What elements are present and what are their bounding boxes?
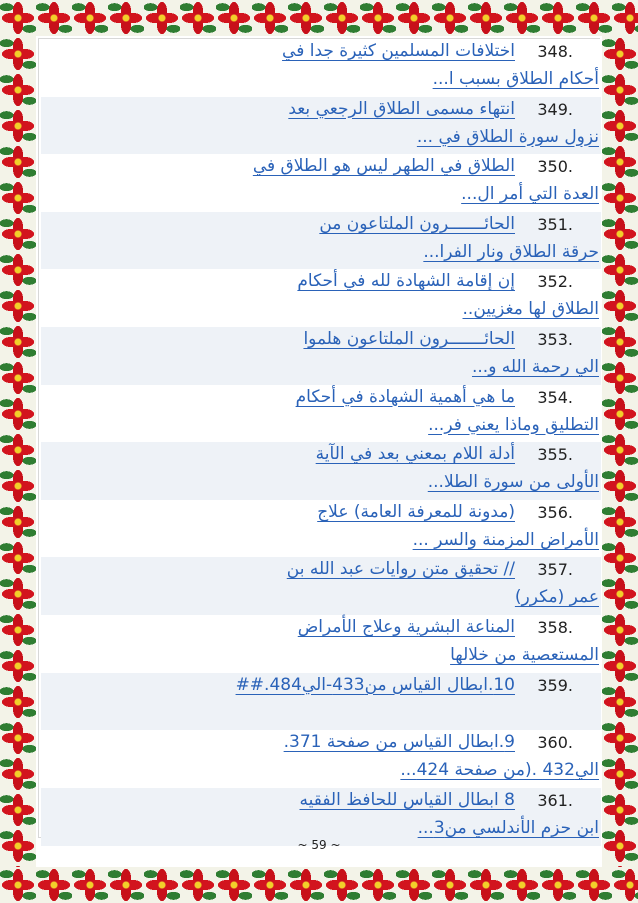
- item-number: 351.: [537, 214, 573, 234]
- item-number: 355.: [537, 445, 573, 465]
- list-item: [41, 212, 601, 270]
- item-number: 360.: [537, 733, 573, 753]
- list-item: [41, 39, 601, 97]
- list-item: [41, 557, 601, 615]
- item-number: 350.: [537, 157, 573, 177]
- list-item: [41, 615, 601, 673]
- item-link-line1[interactable]: ما هي أهمية الشهادة في أحكام: [295, 386, 515, 407]
- item-link-line2[interactable]: الأولى من سورة الطلا...: [427, 472, 599, 493]
- item-link-line2[interactable]: نزول سورة الطلاق في ...: [416, 126, 599, 147]
- page-number: ~ 59 ~: [297, 838, 341, 852]
- page-content: [38, 38, 600, 838]
- item-link-line1[interactable]: 8 ابطال القياس للحافظ الفقيه: [299, 789, 515, 810]
- item-number: 354.: [537, 387, 573, 407]
- list-item: [41, 730, 601, 788]
- item-link-line1[interactable]: // تحقيق متن روايات عبد الله بن: [286, 559, 515, 580]
- item-number: 349.: [537, 99, 573, 119]
- item-link-line1[interactable]: المناعة البشرية وعلاج الأمراض: [297, 617, 515, 637]
- item-link-line2[interactable]: ابن حزم الأندلسي من3...: [417, 817, 599, 838]
- item-link-line1[interactable]: 9.ابطال القياس من صفحة 371.: [283, 732, 515, 753]
- item-link-line2[interactable]: العدة التي أمر ال...: [461, 184, 599, 205]
- item-link-line1[interactable]: (مدونة للمعرفة العامة) علاج: [317, 501, 515, 522]
- item-link-line2[interactable]: الأمراض المزمنة والسر ...: [412, 529, 599, 550]
- item-number: 357.: [537, 560, 573, 580]
- item-link-line1[interactable]: الطلاق في الطهر ليس هو الطلاق في: [252, 156, 515, 177]
- item-link-line1[interactable]: الحائـــــــرون الملتاعون هلموا: [303, 329, 515, 349]
- item-link-line2[interactable]: حرقة الطلاق ونار الفرا...: [423, 241, 599, 262]
- list-item: [41, 385, 601, 443]
- decorative-border-left: [0, 36, 36, 867]
- list-item: [41, 154, 601, 212]
- item-link-line2[interactable]: الي432 .(من صفحة 424...: [400, 760, 599, 781]
- list-item: [41, 269, 601, 327]
- item-link-line1[interactable]: أدلة اللام بمعني بعد في الآية: [315, 444, 515, 465]
- item-link-line2[interactable]: التطليق وماذا يعني فر...: [428, 414, 599, 435]
- item-number: 359.: [537, 675, 573, 695]
- list-item: [41, 500, 601, 558]
- list-item: [41, 97, 601, 155]
- item-number: 356.: [537, 502, 573, 522]
- item-number: 358.: [537, 618, 573, 637]
- item-link-line1[interactable]: اختلافات المسلمين كثيرة جدا في: [282, 41, 515, 61]
- item-number: 361.: [537, 790, 573, 810]
- item-link-line1[interactable]: 10.ابطال القياس من433-الي484.##: [235, 674, 515, 695]
- decorative-border-right: [602, 36, 638, 867]
- item-link-line1[interactable]: الحائـــــــرون الملتاعون من: [319, 213, 515, 234]
- decorative-border-top: [0, 0, 638, 36]
- item-number: 353.: [537, 330, 573, 349]
- list-item: [41, 673, 601, 731]
- item-link-line1[interactable]: انتهاء مسمى الطلاق الرجعي بعد: [288, 98, 515, 119]
- item-link-line2[interactable]: الطلاق لها مغزيين..: [462, 299, 599, 320]
- list-item: [41, 442, 601, 500]
- decorative-border-bottom: [0, 867, 638, 903]
- item-number: 348.: [537, 42, 573, 61]
- item-link-line2[interactable]: الي رحمة الله و...: [471, 357, 599, 377]
- item-link-line2[interactable]: عمر (مكرر): [514, 587, 599, 608]
- item-link-line2[interactable]: أحكام الطلاق بسبب ا...: [432, 69, 599, 89]
- list-item: [41, 327, 601, 385]
- item-number: 352.: [537, 272, 573, 292]
- item-link-line1[interactable]: إن إقامة الشهادة لله في أحكام: [297, 271, 515, 292]
- item-link-line2[interactable]: المستعصية من خلالها: [450, 645, 599, 665]
